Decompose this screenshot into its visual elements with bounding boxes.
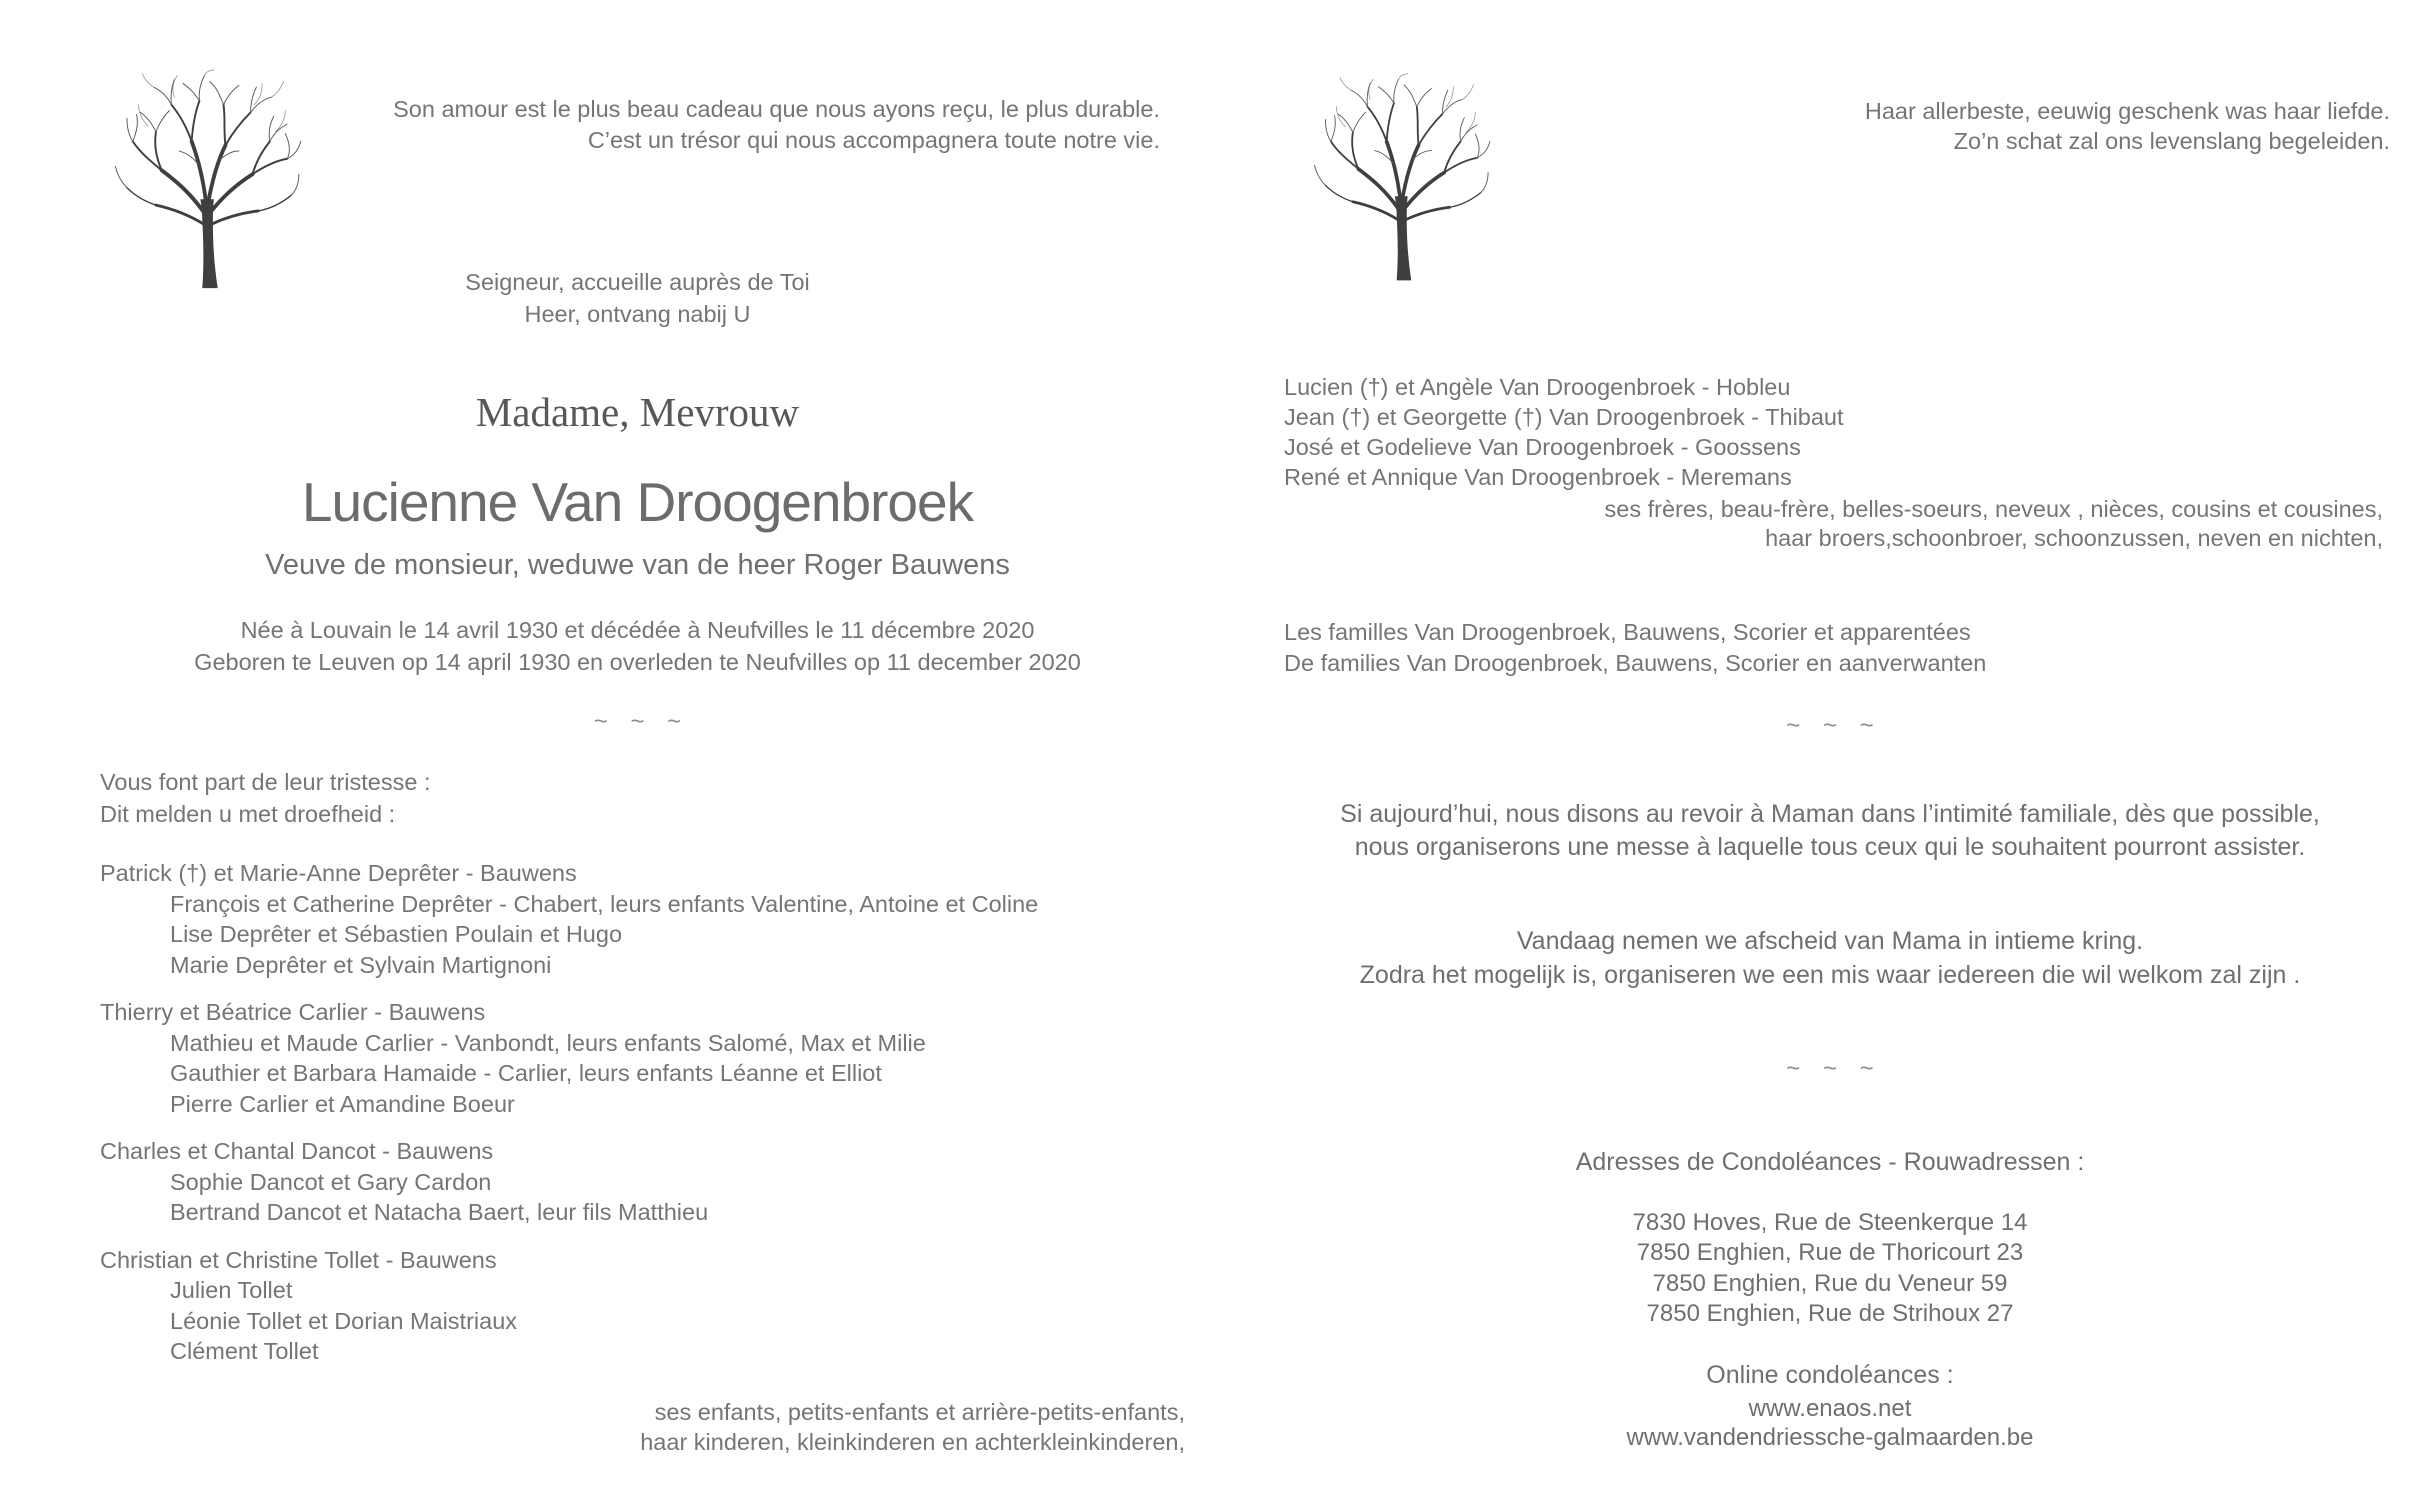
family-member: Gauthier et Barbara Hamaide - Carlier, leurs enfants Léanne et Elliot bbox=[170, 1060, 882, 1086]
announcement bbox=[100, 766, 430, 830]
sibling-entry: Jean (†) et Georgette (†) Van Droogenbroek - Thibaut bbox=[1284, 404, 1844, 430]
sibling-entry: José et Godelieve Van Droogenbroek - Goossens bbox=[1284, 434, 1801, 460]
family-group bbox=[100, 1245, 1038, 1367]
message-line: nous organiserons une messe à laquelle tous ceux qui le souhaitent pourront assister. bbox=[1354, 832, 2306, 861]
address-line: 7850 Enghien, Rue du Veneur 59 bbox=[1652, 1269, 2008, 1297]
closing-line-french: ses enfants, petits-enfants et arrière-petits-enfants, bbox=[654, 1399, 1185, 1425]
closing-line-dutch: haar kinderen, kleinkinderen en achterkleinkinderen, bbox=[640, 1428, 1185, 1455]
families-line-dutch: De families Van Droogenbroek, Bauwens, Scorier en aanverwanten bbox=[1284, 649, 1987, 676]
dates-line-dutch: Geboren te Leuven op 14 april 1930 en overleden te Neufvilles op 11 december 2020 bbox=[194, 648, 1081, 675]
address-line: 7850 Enghien, Rue de Thoricourt 23 bbox=[1636, 1239, 2024, 1267]
family-group-head: Christian et Christine Tollet - Bauwens bbox=[100, 1246, 497, 1273]
deceased-name: Lucienne Van Droogenbroek bbox=[301, 471, 974, 533]
website-url: www.vandendriessche-galmaarden.be bbox=[1626, 1424, 2034, 1451]
dates-line-french: Née à Louvain le 14 avril 1930 et décédée à Neufvilles le 11 décembre 2020 bbox=[240, 617, 1035, 643]
invocation bbox=[80, 266, 1195, 330]
ceremony-message-dutch bbox=[1260, 924, 2400, 992]
family-member: Pierre Carlier et Amandine Boeur bbox=[170, 1090, 515, 1117]
siblings-closing-dutch: haar broers,schoonbroer, schoonzussen, neven en nichten, bbox=[1765, 524, 2383, 551]
tilde-separator: ~ ~ ~ bbox=[1786, 1055, 1874, 1082]
announcement-line-dutch: Dit melden u met droefheid : bbox=[100, 801, 396, 827]
family-group-head: Thierry et Béatrice Carlier - Bauwens bbox=[100, 999, 486, 1025]
family-member: Julien Tollet bbox=[170, 1277, 293, 1303]
quote-line: C’est un trésor qui nous accompagnera toute notre vie. bbox=[587, 127, 1160, 153]
invocation-line-dutch: Heer, ontvang nabij U bbox=[524, 301, 751, 327]
sibling-entry: Lucien (†) et Angèle Van Droogenbroek - Hobleu bbox=[1284, 374, 1791, 400]
memorial-quote-dutch bbox=[1500, 97, 2390, 156]
family-member: Sophie Dancot et Gary Cardon bbox=[170, 1168, 492, 1195]
family-member: Lise Deprêter et Sébastien Poulain et Hugo bbox=[170, 921, 623, 947]
family-member: Léonie Tollet et Dorian Maistriaux bbox=[170, 1307, 518, 1334]
tilde-separator: ~ ~ ~ bbox=[1786, 712, 1874, 739]
family-member: Bertrand Dancot et Natacha Baert, leur fils Matthieu bbox=[170, 1199, 709, 1225]
birth-death-dates bbox=[80, 615, 1195, 678]
related-families bbox=[1284, 617, 1986, 678]
salutation: Madame, Mevrouw bbox=[475, 389, 800, 435]
quote-line: Son amour est le plus beau cadeau que nous ayons reçu, le plus durable. bbox=[393, 96, 1160, 122]
message-line: Si aujourd’hui, nous disons au revoir à Maman dans l’intimité familiale, dès que possible, bbox=[1340, 800, 2320, 828]
family-member: Mathieu et Maude Carlier - Vanbondt, leurs enfants Salomé, Max et Milie bbox=[170, 1029, 926, 1056]
family-member: François et Catherine Deprêter - Chabert, leurs enfants Valentine, Antoine et Coline bbox=[170, 890, 1039, 917]
memorial-quote-french bbox=[300, 94, 1160, 156]
website-url: www.enaos.net bbox=[1748, 1395, 1912, 1422]
announcement-line-french: Vous font part de leur tristesse : bbox=[100, 769, 431, 795]
invocation-line-french: Seigneur, accueille auprès de Toi bbox=[465, 269, 810, 295]
deceased-subtitle: Veuve de monsieur, weduwe van de heer Roger Bauwens bbox=[265, 549, 1010, 581]
siblings-list bbox=[1284, 372, 1844, 492]
address-line: 7850 Enghien, Rue de Strihoux 27 bbox=[1646, 1299, 2014, 1327]
family-member: Marie Deprêter et Sylvain Martignoni bbox=[170, 951, 552, 978]
quote-line: Haar allerbeste, eeuwig geschenk was haar liefde. bbox=[1864, 98, 2390, 124]
address-line: 7830 Hoves, Rue de Steenkerque 14 bbox=[1632, 1209, 2028, 1236]
families-line-french: Les familles Van Droogenbroek, Bauwens, Scorier et apparentées bbox=[1284, 619, 1971, 645]
family-list bbox=[100, 858, 1038, 1384]
family-group bbox=[100, 997, 1038, 1119]
bare-tree-image bbox=[1291, 72, 1517, 284]
condolence-addresses bbox=[1260, 1208, 2400, 1329]
bare-tree-image bbox=[95, 68, 325, 292]
family-member: Clément Tollet bbox=[170, 1338, 319, 1364]
family-group-head: Charles et Chantal Dancot - Bauwens bbox=[100, 1138, 494, 1164]
message-line: Vandaag nemen we afscheid van Mama in intieme kring. bbox=[1516, 927, 2144, 955]
family-group bbox=[100, 858, 1038, 980]
siblings-closing-french: ses frères, beau-frère, belles-soeurs, neveux , nièces, cousins et cousines, bbox=[1604, 496, 2383, 522]
siblings-closing bbox=[1400, 495, 2383, 552]
sibling-entry: René et Annique Van Droogenbroek - Meremans bbox=[1284, 464, 1792, 490]
condolence-addresses-heading: Adresses de Condoléances - Rouwadressen : bbox=[1575, 1148, 2085, 1176]
family-group-head: Patrick (†) et Marie-Anne Deprêter - Bauwens bbox=[100, 860, 577, 886]
ceremony-message-french bbox=[1260, 798, 2400, 863]
message-line: Zodra het mogelijk is, organiseren we een mis waar iedereen die wil welkom zal zijn . bbox=[1359, 961, 2301, 989]
tilde-separator: ~ ~ ~ bbox=[593, 708, 682, 735]
quote-line: Zo’n schat zal ons levenslang begeleiden. bbox=[1953, 127, 2390, 154]
condolence-websites bbox=[1260, 1394, 2400, 1452]
family-group bbox=[100, 1136, 1038, 1228]
descendants-closing bbox=[300, 1398, 1185, 1457]
online-condolences-heading: Online condoléances : bbox=[1706, 1361, 1954, 1389]
